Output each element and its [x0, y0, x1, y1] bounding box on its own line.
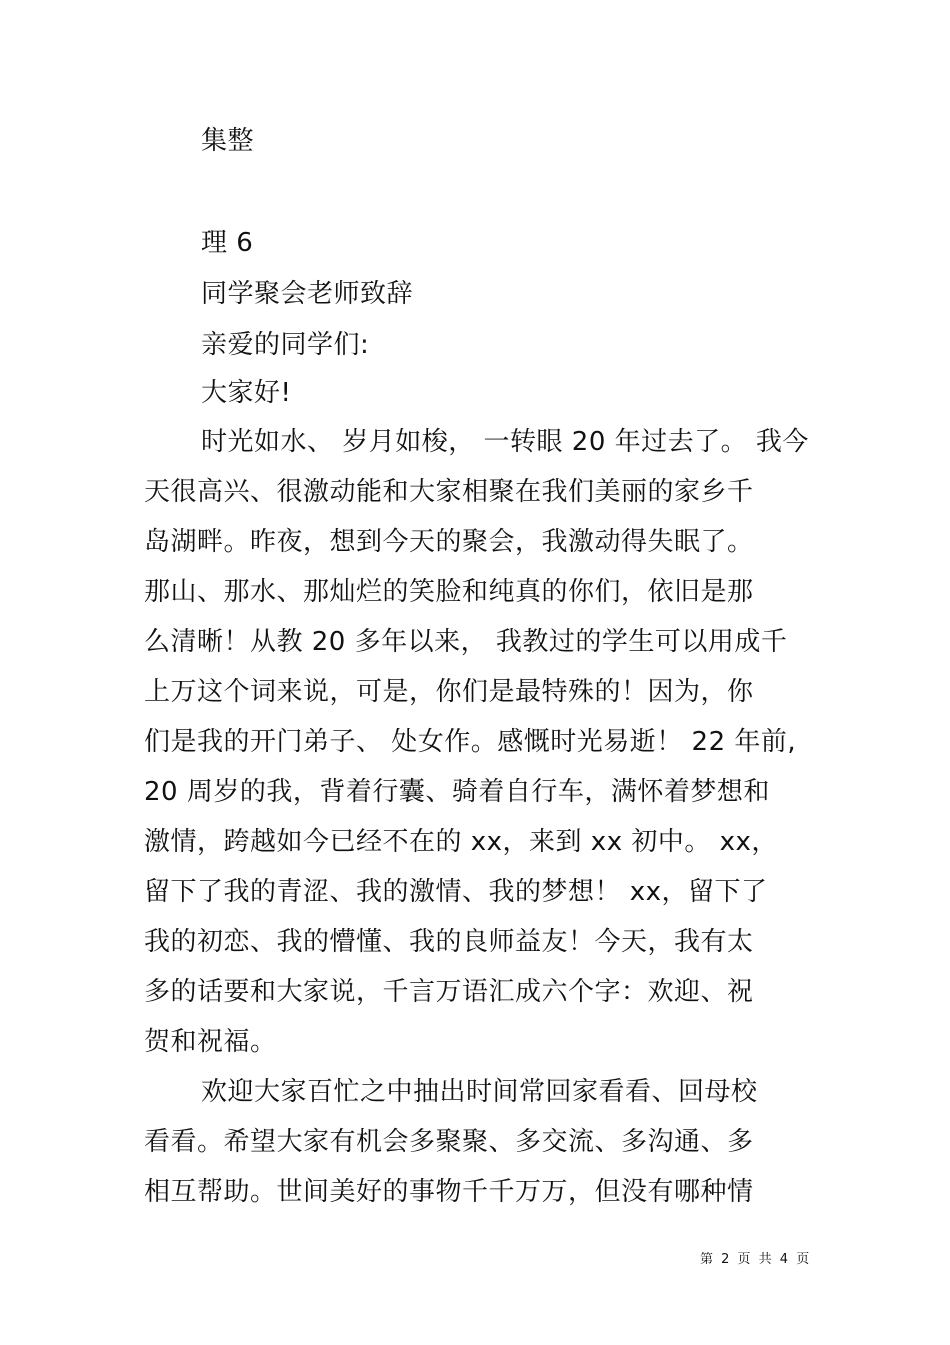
paragraph-line: 那山、那水、那灿烂的笑脸和纯真的你们，依旧是那 — [144, 577, 754, 607]
paragraph-line: 天很高兴、很激动能和大家相聚在我们美丽的家乡千 — [144, 477, 754, 507]
paragraph-line: 留下了我的青涩、我的激情、我的梦想！ xx，留下了 — [144, 877, 768, 907]
paragraph-line: 多的话要和大家说，千言万语汇成六个字：欢迎、祝 — [144, 977, 754, 1007]
paragraph-line: 20 周岁的我，背着行囊、骑着自行车，满怀着梦想和 — [144, 777, 770, 807]
paragraph-line: 时光如水、 岁月如梭， 一转眼 20 年过去了。 我今 — [201, 427, 809, 457]
paragraph-line: 看看。希望大家有机会多聚聚、多交流、多沟通、多 — [144, 1127, 754, 1157]
paragraph-line: 上万这个词来说，可是，你们是最特殊的！因为，你 — [144, 677, 754, 707]
paragraph-line: 么清晰！从教 20 多年以来， 我教过的学生可以用成千 — [144, 627, 788, 657]
header-fragment-2: 理 6 — [201, 228, 254, 258]
paragraph-line: 岛湖畔。昨夜，想到今天的聚会，我激动得失眠了。 — [144, 527, 754, 557]
greeting: 大家好! — [201, 378, 292, 408]
paragraph-line: 们是我的开门弟子、 处女作。感慨时光易逝！ 22 年前, — [144, 727, 797, 757]
salutation: 亲爱的同学们: — [201, 330, 370, 360]
page-indicator: 第 2 页 共 4 页 — [700, 1252, 812, 1267]
paragraph-line: 贺和祝福。 — [144, 1027, 277, 1057]
paragraph-line: 欢迎大家百忙之中抽出时间常回家看看、回母校 — [201, 1077, 758, 1107]
paragraph-line: 相互帮助。世间美好的事物千千万万，但没有哪种情 — [144, 1177, 754, 1207]
document-title: 同学聚会老师致辞 — [201, 279, 414, 309]
paragraph-line: 激情，跨越如今已经不在的 xx，来到 xx 初中。 xx， — [144, 827, 778, 857]
paragraph-line: 我的初恋、我的懵懂、我的良师益友！今天，我有太 — [144, 927, 754, 957]
header-fragment-1: 集整 — [201, 126, 255, 156]
